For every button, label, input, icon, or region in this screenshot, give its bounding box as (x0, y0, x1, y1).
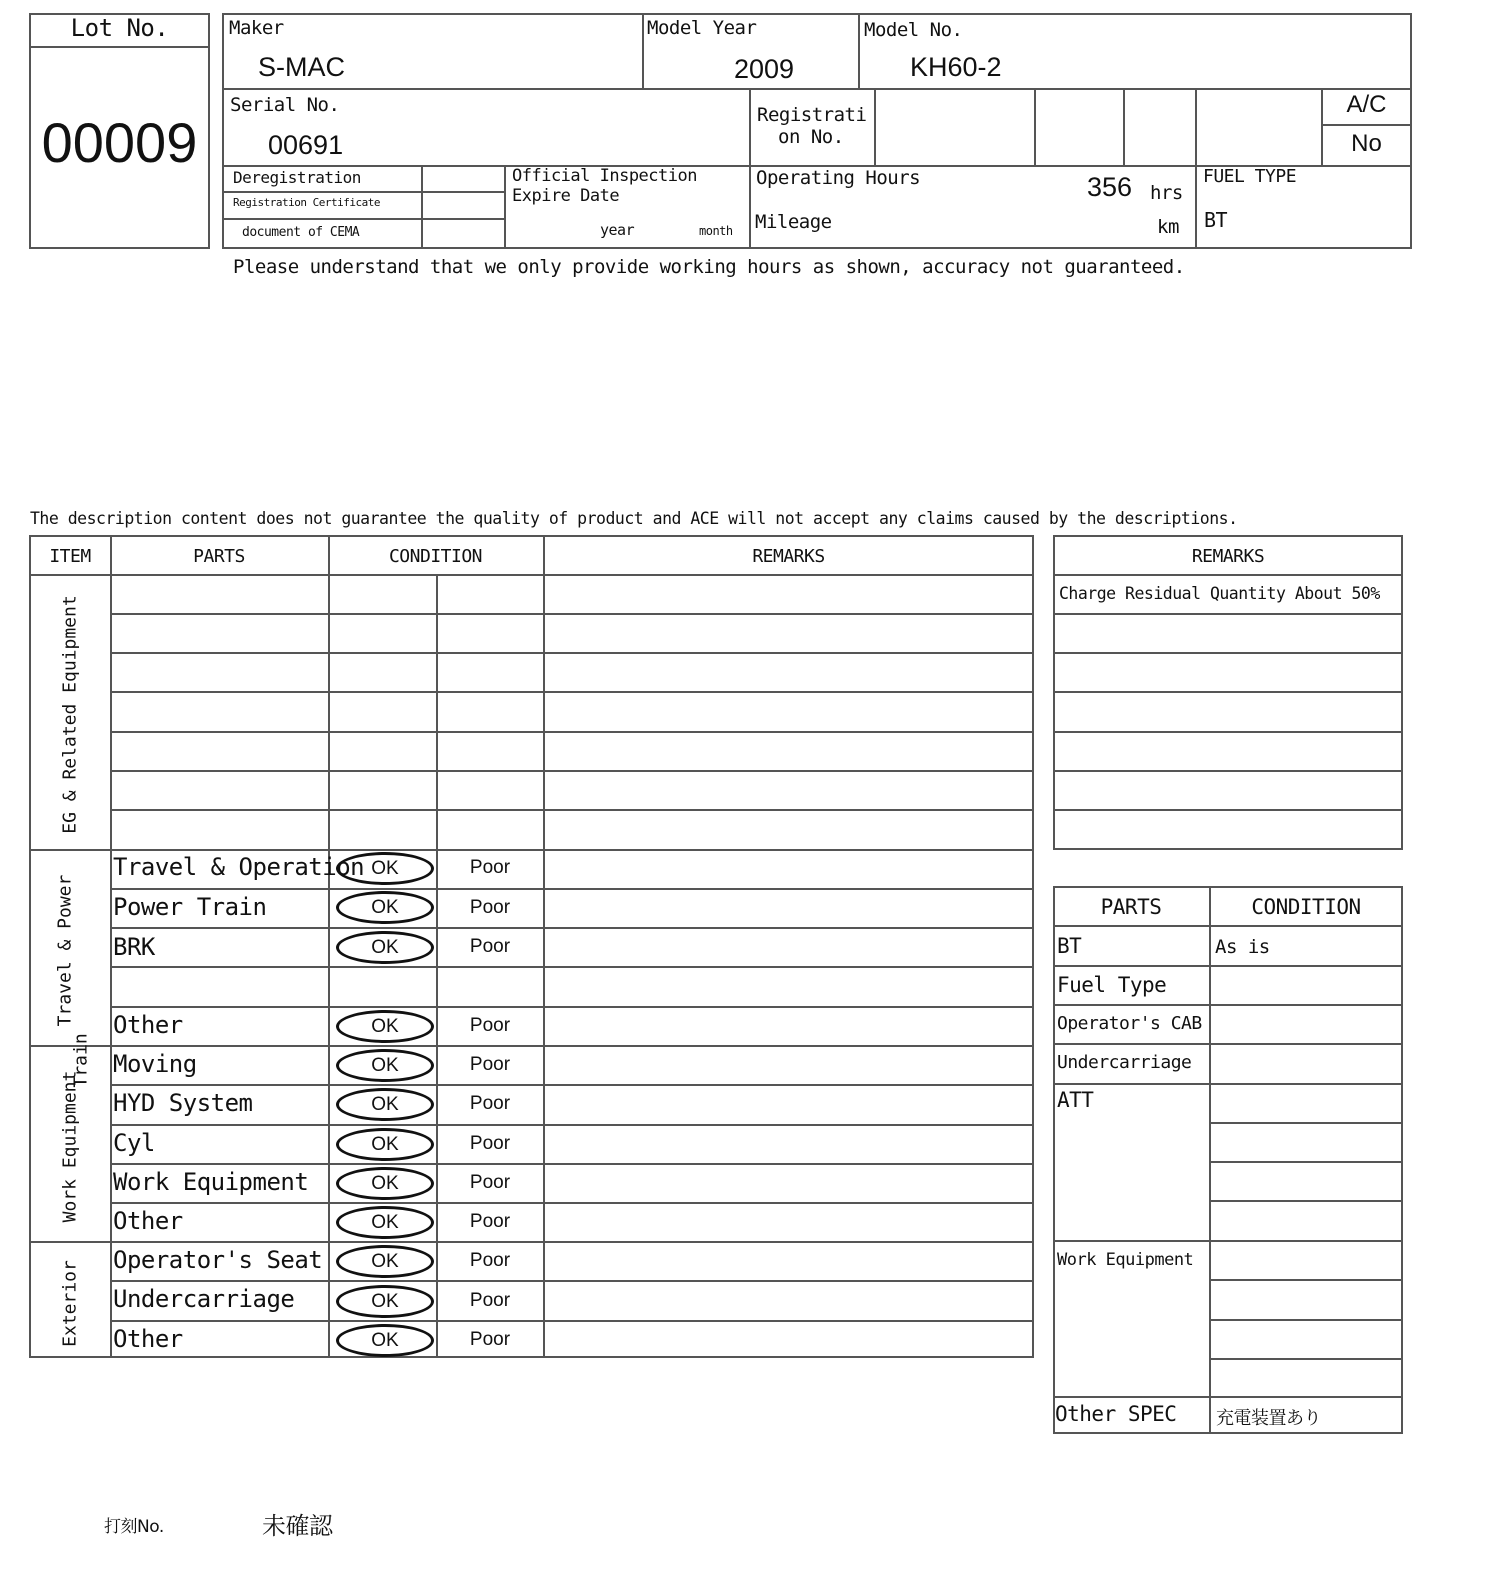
divider (110, 770, 1034, 772)
ok-circle[interactable]: OK (336, 1088, 434, 1121)
maker-value: S-MAC (258, 52, 345, 82)
hours-accuracy-note: Please understand that we only provide working hours as shown, accuracy not guaranteed. (233, 256, 1185, 278)
part-travel-operation: Travel & Operation (113, 853, 365, 881)
divider (642, 13, 644, 89)
part-other: Other (113, 1011, 183, 1039)
disclaimer-text: The description content does not guarantee the quality of product and ACE will not accept any claims caused by the descriptions. (30, 509, 1238, 528)
divider (1053, 965, 1403, 967)
part-brk: BRK (113, 933, 155, 961)
divider (222, 88, 1412, 90)
model-year-value: 2009 (734, 54, 795, 84)
divider (110, 966, 1034, 968)
mileage-label: Mileage (755, 211, 832, 233)
part-moving: Moving (113, 1050, 197, 1078)
divider (1209, 1279, 1403, 1281)
group-label-travel-line2: Train (70, 1033, 92, 1088)
divider (110, 1084, 1034, 1086)
side-parts-header: PARTS (1100, 895, 1162, 919)
divider (421, 165, 423, 249)
divider (110, 1280, 1034, 1282)
divider (1209, 1319, 1403, 1321)
divider (1034, 88, 1036, 166)
poor-option[interactable]: Poor (469, 1211, 511, 1232)
divider (1053, 1396, 1403, 1398)
remarks-header: REMARKS (752, 546, 825, 567)
official-inspection-label-2: Expire Date (512, 186, 620, 206)
side-remarks-header: REMARKS (1191, 546, 1265, 567)
part-hyd-system: HYD System (113, 1089, 253, 1117)
divider (1053, 1043, 1403, 1045)
deregistration-label: Deregistration (233, 168, 361, 187)
ok-circle[interactable]: OK (336, 1285, 434, 1318)
divider (1209, 886, 1211, 1434)
divider (110, 809, 1034, 811)
group-label-eg: EG & Related Equipment (59, 595, 81, 834)
divider (110, 1124, 1034, 1126)
divider (110, 1320, 1034, 1322)
part-other: Other (113, 1207, 183, 1235)
divider (858, 13, 860, 89)
model-year-label: Model Year (647, 17, 757, 39)
poor-option[interactable]: Poor (469, 1290, 511, 1311)
ok-circle[interactable]: OK (336, 1167, 434, 1200)
divider (110, 1006, 1034, 1008)
divider (110, 691, 1034, 693)
group-label-exterior: Exterior (59, 1260, 81, 1347)
fuel-type-label: FUEL TYPE (1203, 166, 1297, 187)
side-remark-row: Charge Residual Quantity About 50% (1059, 584, 1380, 603)
divider (110, 1202, 1034, 1204)
ac-label: A/C (1346, 91, 1387, 118)
ok-circle[interactable]: OK (336, 891, 434, 924)
registration-no-label-1: Registrati (757, 104, 867, 126)
divider (328, 535, 330, 1358)
divider (1053, 1004, 1403, 1006)
ok-circle[interactable]: OK (336, 1128, 434, 1161)
item-header: ITEM (49, 546, 91, 567)
side-condition-other-spec: 充電装置あり (1216, 1408, 1321, 1429)
mileage-unit: km (1157, 216, 1179, 238)
divider (1053, 770, 1403, 772)
side-part-fuel-type: Fuel Type (1057, 973, 1167, 997)
divider (1053, 691, 1403, 693)
inspection-year-label: year (600, 221, 635, 239)
divider (222, 191, 504, 193)
model-no-value: KH60-2 (910, 52, 1002, 82)
divider (29, 46, 210, 48)
divider (749, 88, 751, 249)
side-part-other-spec: Other SPEC (1055, 1402, 1177, 1426)
divider (1053, 809, 1403, 811)
ok-circle[interactable]: OK (336, 1010, 434, 1043)
divider (1053, 574, 1403, 576)
poor-option[interactable]: Poor (469, 857, 511, 878)
ok-circle[interactable]: OK (336, 1206, 434, 1239)
official-inspection-label-1: Official Inspection (512, 166, 697, 186)
divider (1209, 1358, 1403, 1360)
divider (110, 888, 1034, 890)
cema-document-label: document of CEMA (242, 225, 360, 240)
part-operators-seat: Operator's Seat (113, 1246, 323, 1274)
divider (110, 731, 1034, 733)
poor-option[interactable]: Poor (469, 897, 511, 918)
condition-header: CONDITION (388, 546, 483, 567)
lot-number: 00009 (41, 111, 198, 174)
divider (1053, 925, 1403, 927)
divider (110, 535, 112, 1358)
operating-hours-value: 356 (1087, 172, 1133, 202)
poor-option[interactable]: Poor (469, 1133, 511, 1154)
ok-circle[interactable]: OK (336, 852, 434, 885)
side-parts-table (1053, 886, 1403, 1434)
poor-option[interactable]: Poor (469, 1054, 511, 1075)
divider (1053, 613, 1403, 615)
maker-label: Maker (229, 17, 284, 39)
divider (1209, 1161, 1403, 1163)
side-part-bt: BT (1057, 934, 1082, 958)
divider (110, 1163, 1034, 1165)
hours-unit: hrs (1150, 182, 1183, 204)
operating-hours-label: Operating Hours (756, 167, 921, 189)
parts-header: PARTS (193, 546, 245, 567)
side-condition-header: CONDITION (1251, 895, 1361, 919)
divider (110, 613, 1034, 615)
divider (1195, 88, 1197, 249)
stamp-no-label: 打刻No. (104, 1517, 164, 1537)
divider (110, 927, 1034, 929)
side-condition-bt: As is (1215, 936, 1270, 958)
group-label-travel-line1: Travel & Power (54, 874, 76, 1027)
divider (1053, 1083, 1403, 1085)
serial-no-value: 00691 (268, 130, 344, 160)
part-power-train: Power Train (113, 893, 267, 921)
divider (1209, 1122, 1403, 1124)
fuel-type-value: BT (1204, 208, 1228, 232)
ac-value: No (1351, 130, 1382, 157)
model-no-label: Model No. (864, 19, 963, 41)
side-part-work-equipment: Work Equipment (1057, 1250, 1194, 1270)
poor-option[interactable]: Poor (469, 1329, 511, 1350)
divider (504, 165, 506, 249)
group-label-work: Work Equipment (59, 1070, 81, 1223)
divider (1053, 731, 1403, 733)
divider (29, 1241, 1034, 1243)
divider (110, 652, 1034, 654)
ok-circle[interactable]: OK (336, 931, 434, 964)
part-other: Other (113, 1325, 183, 1353)
poor-option[interactable]: Poor (469, 936, 511, 957)
divider (874, 88, 876, 166)
part-work-equipment: Work Equipment (113, 1168, 309, 1196)
divider (29, 574, 1034, 576)
divider (29, 1045, 1034, 1047)
poor-option[interactable]: Poor (469, 1250, 511, 1271)
side-part-operators-cab: Operator's CAB (1057, 1013, 1202, 1034)
registration-certificate-label: Registration Certificate (233, 196, 380, 209)
divider (1053, 652, 1403, 654)
poor-option[interactable]: Poor (469, 1093, 511, 1114)
divider (29, 849, 1034, 851)
ok-circle[interactable]: OK (336, 1324, 434, 1357)
part-cyl: Cyl (113, 1129, 155, 1157)
ok-circle[interactable]: OK (336, 1245, 434, 1278)
side-part-att: ATT (1057, 1088, 1094, 1112)
registration-no-label-2: on No. (778, 126, 844, 148)
divider (1053, 1240, 1403, 1242)
divider (1321, 124, 1412, 126)
part-undercarriage: Undercarriage (113, 1285, 295, 1313)
divider (1209, 1200, 1403, 1202)
inspection-month-label: month (699, 224, 733, 238)
poor-option[interactable]: Poor (469, 1172, 511, 1193)
side-part-undercarriage: Undercarriage (1057, 1052, 1192, 1073)
serial-no-label: Serial No. (230, 94, 340, 116)
divider (1123, 88, 1125, 166)
poor-option[interactable]: Poor (469, 1015, 511, 1036)
stamp-no-value: 未確認 (262, 1512, 333, 1540)
ok-circle[interactable]: OK (336, 1049, 434, 1082)
lot-label: Lot No. (70, 14, 169, 42)
divider (222, 218, 504, 220)
